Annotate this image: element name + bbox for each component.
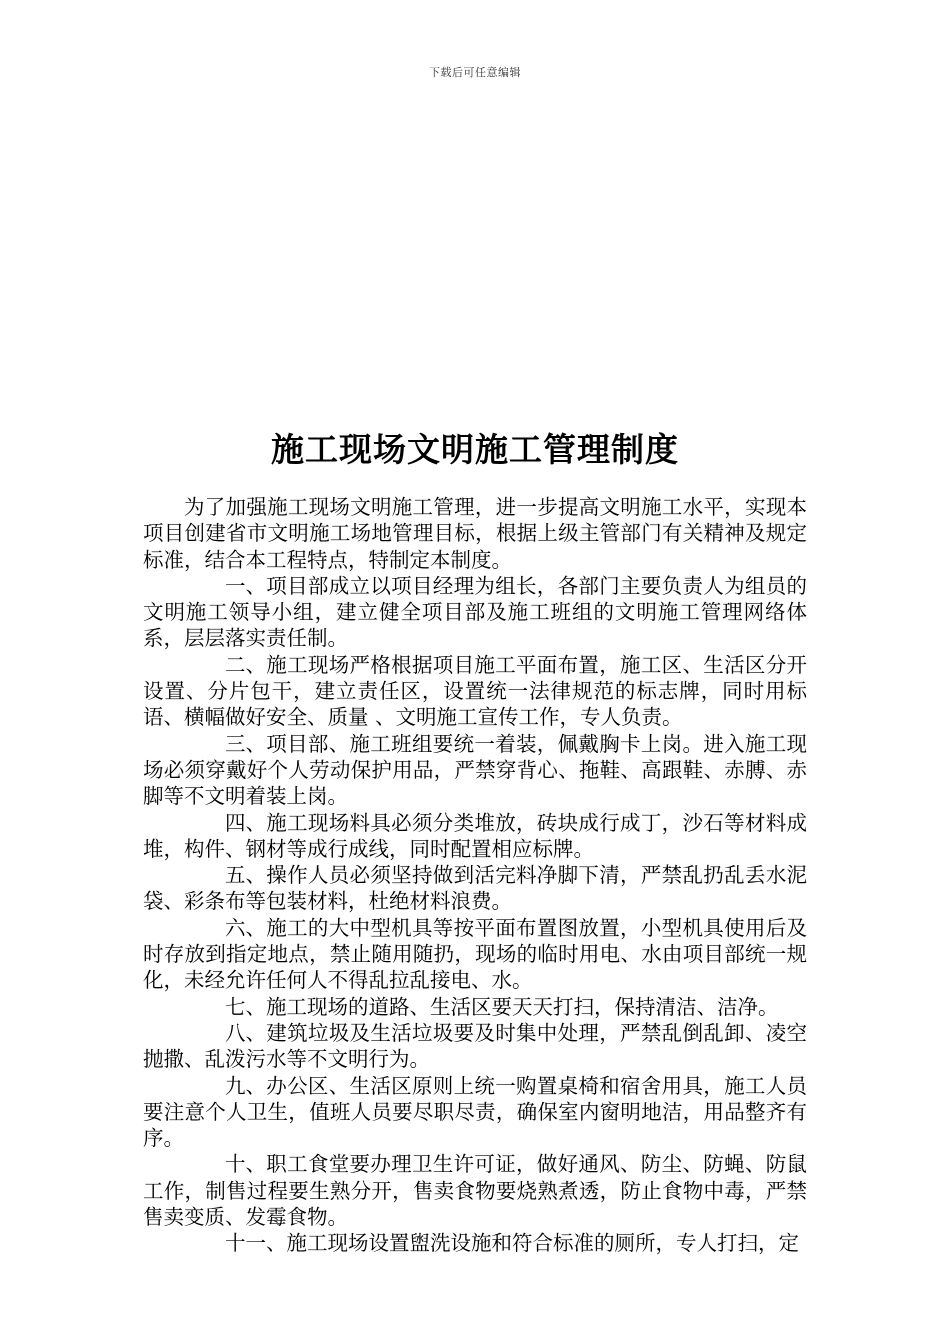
clause-number: 三、 xyxy=(225,731,266,756)
clause-text: 施工现场设置盥洗设施和符合标准的厕所，专人打扫，定 xyxy=(286,1231,799,1256)
clause-number: 四、 xyxy=(225,810,266,835)
clause-text: 项目部、施工班组要统一着装，佩戴胸卡上岗。进入施工现场必须穿戴好个人劳动保护用品，严禁穿背心、拖鞋、高跟鞋、赤膊、赤脚等不文明着装上岗。 xyxy=(143,731,807,809)
clause-5 xyxy=(143,862,807,915)
clause-11 xyxy=(143,1230,807,1256)
clause-text: 施工的大中型机具等按平面布置图放置，小型机具使用后及时存放到指定地点，禁止随用随扔，现场的临时用电、水由项目部统一规化，未经允许任何人不得乱拉乱接电、水。 xyxy=(143,915,807,993)
intro-paragraph: 为了加强施工现场文明施工管理，进一步提高文明施工水平，实现本项目创建省市文明施工场地管理目标，根据上级主管部门有关精神及规定标准，结合本工程特点，特制定本制度。 xyxy=(143,495,807,572)
clause-text: 施工现场的道路、生活区要天天打扫，保持清洁、洁净。 xyxy=(266,994,779,1019)
clause-8 xyxy=(143,1020,807,1073)
clause-text: 项目部成立以项目经理为组长，各部门主要负责人为组员的文明施工领导小组，建立健全项目部及施工班组的文明施工管理网络体系，层层落实责任制。 xyxy=(143,573,807,651)
clause-4 xyxy=(143,810,807,863)
document-body xyxy=(143,494,807,1257)
clause-text: 建筑垃圾及生活垃圾要及时集中处理，严禁乱倒乱卸、凌空抛撒、乱泼污水等不文明行为。 xyxy=(143,1020,807,1072)
clause-6 xyxy=(143,915,807,994)
clause-9 xyxy=(143,1073,807,1152)
clause-text: 操作人员必须坚持做到活完料净脚下清，严禁乱扔乱丢水泥袋、彩条布等包装材料，杜绝材料浪费。 xyxy=(143,863,807,914)
clause-text: 办公区、生活区原则上统一购置桌椅和宿舍用具，施工人员要注意个人卫生，值班人员要尽职尽责，确保室内窗明地洁，用品整齐有序。 xyxy=(143,1073,807,1151)
clause-1 xyxy=(143,573,807,652)
clause-number: 九、 xyxy=(225,1073,266,1098)
page-header: 下载后可任意编辑 xyxy=(429,66,521,79)
clause-number: 十、 xyxy=(225,1152,266,1177)
clause-number: 八、 xyxy=(225,1020,266,1045)
clause-10 xyxy=(143,1151,807,1230)
clause-number: 二、 xyxy=(225,652,266,677)
clause-text: 职工食堂要办理卫生许可证，做好通风、防尘、防蝇、防鼠工作，制售过程要生熟分开，售卖食物要烧熟煮透，防止食物中毒，严禁售卖变质、发霉食物。 xyxy=(143,1152,807,1230)
clause-text: 施工现场严格根据项目施工平面布置，施工区、生活区分开设置、分片包干，建立责任区，设置统一法律规范的标志牌，同时用标语、横幅做好安全、质量 、文明施工宣传工作，专人负责。 xyxy=(143,652,807,730)
clause-3 xyxy=(143,731,807,810)
clause-7 xyxy=(143,994,807,1020)
clause-number: 七、 xyxy=(225,994,266,1019)
clause-number: 五、 xyxy=(225,863,266,888)
document-title: 施工现场文明施工管理制度 xyxy=(271,430,679,469)
clause-2 xyxy=(143,652,807,731)
clause-number: 十一、 xyxy=(225,1231,287,1256)
clause-number: 六、 xyxy=(225,915,266,940)
clause-text: 施工现场料具必须分类堆放，砖块成行成丁，沙石等材料成堆，构件、钢材等成行成线，同时配置相应标牌。 xyxy=(143,810,807,861)
clause-number: 一、 xyxy=(225,573,266,598)
